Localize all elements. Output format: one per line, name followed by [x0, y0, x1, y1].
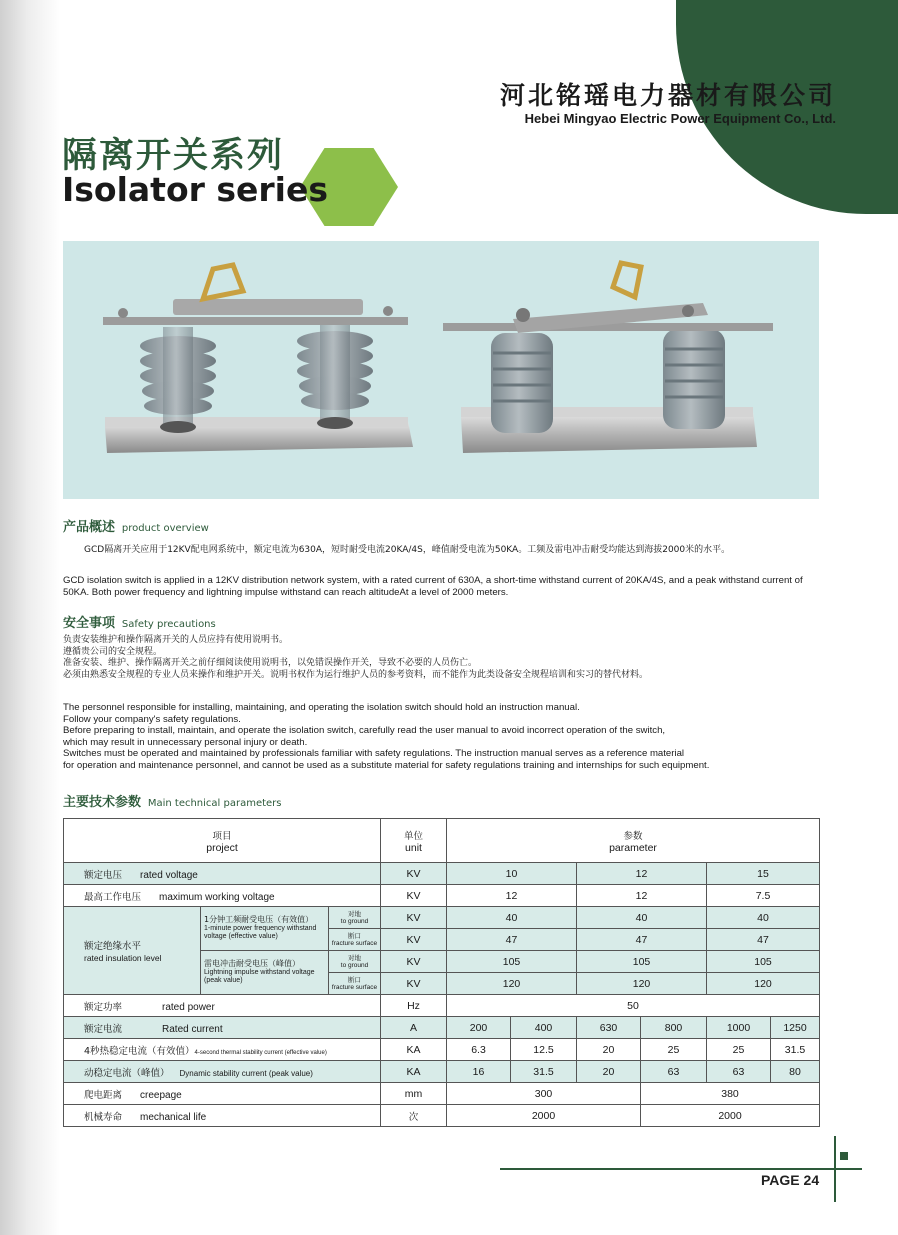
- company-name-en: Hebei Mingyao Electric Power Equipment Co., Ltd.: [524, 111, 836, 126]
- value-cell: 63: [641, 1061, 707, 1083]
- table-row: [64, 1039, 820, 1061]
- table-row: [64, 863, 820, 885]
- safety-en-line: which may result in unnecessary personal injury or death.: [63, 736, 308, 748]
- unit-cell: A: [381, 1017, 447, 1039]
- value-cell: 31.5: [511, 1061, 577, 1083]
- value-cell: 31.5: [771, 1039, 820, 1061]
- value-cell: 120: [577, 973, 707, 995]
- table-row: [64, 1083, 820, 1105]
- table-row: [64, 885, 820, 907]
- unit-cell: KA: [381, 1039, 447, 1061]
- page-title-en: Isolator series: [62, 170, 329, 209]
- table-row: [64, 1017, 820, 1039]
- overview-heading-cn: 产品概述: [63, 520, 116, 535]
- fracture-surface-label: 断口 fracture surface: [329, 973, 381, 995]
- table-row: [64, 907, 820, 929]
- header-project: 项目 project: [64, 819, 381, 863]
- value-cell: 25: [641, 1039, 707, 1061]
- value-cell: 20: [577, 1039, 641, 1061]
- section-heading-overview: [63, 516, 209, 535]
- footer-line: [500, 1168, 862, 1170]
- value-cell: 47: [707, 929, 820, 951]
- footer-square-decoration: [840, 1152, 848, 1160]
- unit-cell: 次: [381, 1105, 447, 1127]
- header-parameter: 参数 parameter: [447, 819, 820, 863]
- row-label: 4秒热稳定电流（有效值）4-second thermal stability current (effective value): [64, 1039, 381, 1061]
- header-unit: 单位 unit: [381, 819, 447, 863]
- safety-en-line: for operation and maintenance personnel, and cannot be used as a substitute material for safety regulations training and internships for such equipment.: [63, 759, 710, 771]
- product-photo: [63, 241, 819, 499]
- value-cell: 105: [707, 951, 820, 973]
- safety-cn-line: 遵循贵公司的安全规程。: [63, 646, 163, 657]
- power-frequency-label: 1分钟工频耐受电压（有效值） 1-minute power frequency withstand voltage (effective value): [201, 907, 329, 951]
- value-cell: 800: [641, 1017, 707, 1039]
- table-row: [64, 1061, 820, 1083]
- value-cell: 7.5: [707, 885, 820, 907]
- value-cell: 25: [707, 1039, 771, 1061]
- unit-cell: Hz: [381, 995, 447, 1017]
- row-label: 额定电压 rated voltage: [64, 863, 381, 885]
- value-cell: 50: [447, 995, 820, 1017]
- value-cell: 40: [577, 907, 707, 929]
- value-cell: 120: [447, 973, 577, 995]
- safety-cn-line: 必须由熟悉安全规程的专业人员来操作和维护开关。说明书权作为运行维护人员的参考资料，而不能作为此类设备安全规程培训和实习的替代材料。: [63, 669, 649, 680]
- safety-heading-en: Safety precautions: [121, 619, 216, 630]
- value-cell: 6.3: [447, 1039, 511, 1061]
- safety-text-cn: [63, 635, 823, 681]
- unit-cell: KV: [381, 863, 447, 885]
- unit-cell: KV: [381, 951, 447, 973]
- params-heading-en: Main technical parameters: [147, 798, 282, 809]
- overview-text-en: GCD isolation switch is applied in a 12KV distribution network system, with a rated current of 630A, a short-time withstand current of 20KA/4S, and a peak withstand current of 50KA. Both power frequency and lightning impulse withstand can reach altitudeAt a level of 2000 meters.: [63, 575, 803, 598]
- table-header-row: [64, 819, 820, 863]
- company-name-cn: 河北铭瑶电力器材有限公司: [499, 81, 836, 110]
- value-cell: 47: [447, 929, 577, 951]
- value-cell: 80: [771, 1061, 820, 1083]
- safety-en-line: The personnel responsible for installing, maintaining, and operating the isolation switch should hold an instruction manual.: [63, 702, 580, 713]
- safety-en-line: Before preparing to install, maintain, and operate the isolation switch, carefully read the user manual to avoid incorrect operation of the switch,: [63, 725, 666, 737]
- unit-cell: KA: [381, 1061, 447, 1083]
- safety-heading-cn: 安全事项: [63, 616, 116, 631]
- value-cell: 20: [577, 1061, 641, 1083]
- params-heading-cn: 主要技术参数: [63, 795, 142, 810]
- value-cell: 2000: [447, 1105, 641, 1127]
- to-ground-label: 对地 to ground: [329, 907, 381, 929]
- value-cell: 63: [707, 1061, 771, 1083]
- safety-cn-line: 负责安装维护和操作隔离开关的人员应持有使用说明书。: [63, 635, 289, 645]
- value-cell: 40: [707, 907, 820, 929]
- unit-cell: KV: [381, 885, 447, 907]
- unit-cell: KV: [381, 973, 447, 995]
- fracture-surface-label: 断口 fracture surface: [329, 929, 381, 951]
- safety-text-en: [63, 702, 853, 772]
- unit-cell: KV: [381, 907, 447, 929]
- row-label: 额定功率 rated power: [64, 995, 381, 1017]
- value-cell: 120: [707, 973, 820, 995]
- value-cell: 12: [577, 885, 707, 907]
- unit-cell: mm: [381, 1083, 447, 1105]
- row-label: 最高工作电压 maximum working voltage: [64, 885, 381, 907]
- value-cell: 15: [707, 863, 820, 885]
- row-label: 动稳定电流（峰值） Dynamic stability current (peak value): [64, 1061, 381, 1083]
- value-cell: 2000: [641, 1105, 820, 1127]
- section-heading-safety: [63, 612, 216, 631]
- value-cell: 12: [447, 885, 577, 907]
- value-cell: 12.5: [511, 1039, 577, 1061]
- value-cell: 105: [577, 951, 707, 973]
- company-name: [500, 82, 836, 126]
- value-cell: 40: [447, 907, 577, 929]
- page-edge-shadow: [0, 0, 60, 1235]
- safety-cn-line: 准备安装、维护、操作隔离开关之前仔细阅读使用说明书，以免错误操作开关，导致不必要的人员伤亡。: [63, 658, 478, 669]
- value-cell: 400: [511, 1017, 577, 1039]
- value-cell: 1250: [771, 1017, 820, 1039]
- footer-vertical-line: [834, 1136, 836, 1202]
- overview-heading-en: product overview: [121, 523, 209, 534]
- page-title-cn: 隔离开关系列: [62, 136, 285, 176]
- value-cell: 200: [447, 1017, 511, 1039]
- lightning-impulse-label: 雷电冲击耐受电压（峰值） Lightning impulse withstand voltage (peak value): [201, 951, 329, 995]
- insulation-label: 额定绝缘水平 rated insulation level: [64, 907, 201, 995]
- isolator-switch-illustration: [63, 241, 819, 499]
- safety-en-line: Switches must be operated and maintained by professionals familiar with safety regulations. The instruction manual serves as a reference material: [63, 748, 685, 760]
- row-label: 爬电距离 creepage: [64, 1083, 381, 1105]
- value-cell: 16: [447, 1061, 511, 1083]
- table-row: [64, 995, 820, 1017]
- section-heading-params: [63, 791, 282, 810]
- unit-cell: KV: [381, 929, 447, 951]
- value-cell: 10: [447, 863, 577, 885]
- page-number: PAGE 24: [761, 1172, 820, 1188]
- value-cell: 12: [577, 863, 707, 885]
- safety-en-line: Follow your company's safety regulations.: [63, 713, 241, 725]
- value-cell: 300: [447, 1083, 641, 1105]
- value-cell: 630: [577, 1017, 641, 1039]
- value-cell: 1000: [707, 1017, 771, 1039]
- to-ground-label: 对地 to ground: [329, 951, 381, 973]
- row-label: 机械寿命 mechanical life: [64, 1105, 381, 1127]
- value-cell: 380: [641, 1083, 820, 1105]
- value-cell: 105: [447, 951, 577, 973]
- overview-text-cn: GCD隔离开关应用于12KV配电网系统中，额定电流为630A，短时耐受电流20KA/4S，峰值耐受电流为50KA。工频及雷电冲击耐受均能达到海拔2000米的水平。: [84, 545, 731, 555]
- value-cell: 47: [577, 929, 707, 951]
- row-label: 额定电流 Rated current: [64, 1017, 381, 1039]
- table-row: [64, 1105, 820, 1127]
- parameters-table: [63, 818, 820, 1127]
